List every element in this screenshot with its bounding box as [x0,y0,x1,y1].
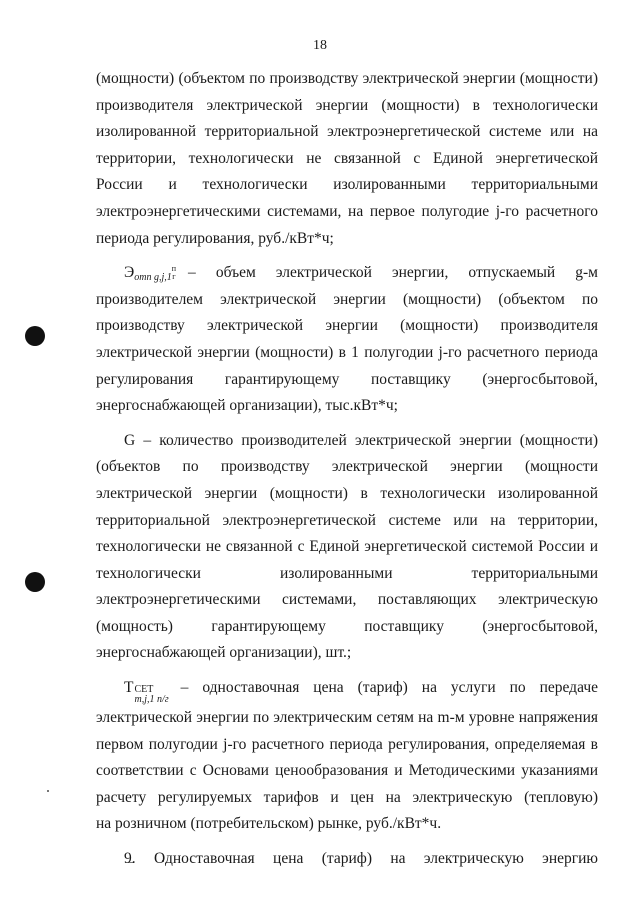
fraction: п г [171,264,177,282]
text-line: энергоснабжающей организации), шт.; [96,644,352,662]
text-line: (объектов по производству электрической энергии (мощности [96,458,598,476]
text-line: энергоснабжающей организации), тыс.кВт*ч; [96,397,398,415]
text-line: (мощности) (объектом по производству электрической энергии (мощности) [96,70,598,87]
text-line: на розничном (потребительском) рынке, руб./кВт*ч. [96,815,442,833]
text-line: G – количество производителей электрической энергии (мощности) [124,431,598,449]
text-line: первом полугодии j-го расчетного периода регулирования, определяемая в [96,735,598,753]
text-line: территориальной электроэнергетической системе или на территории, [96,511,598,529]
formula-symbol: Т СЕТ m,j,1 п/г [124,679,169,706]
page-number: 18 [313,38,327,53]
paragraph-definition-volume [96,260,598,420]
formula-line [96,260,598,287]
text-line: производителя электрической энергии (мощности) в технологически [96,96,598,114]
paragraph-definition-price [96,66,598,252]
punch-hole-bottom [25,572,45,592]
text-line: регулирования гарантирующему поставщику (энергосбытовой, [96,370,598,388]
definition-text: – одноставочная цена (тариф) на услуги по передаче [180,679,598,697]
text-line: изолированной территориальной электроэнергетической системе или на [96,123,598,141]
formula-line [96,675,598,705]
paragraph-definition-count [96,428,598,667]
text-line: электрической энергии (мощности) в 1 полугодии j-го расчетного периода [96,343,598,361]
text-line: территории, технологически не связанной с Единой энергетической [96,149,598,167]
text-line: 9. Одноставочная цена (тариф) на электрическую энергию [124,850,598,868]
document-body [96,66,598,873]
text-line: периода регулирования, руб./кВт*ч; [96,229,334,247]
text-line: электрической энергии по электрическим сетям на m-м уровне напряжения [96,709,598,727]
text-line: технологически не связанной с Единой энергетической системой России и [96,538,598,556]
text-line: (мощность) гарантирующему поставщику (энергосбытовой, [96,617,598,635]
text-line: производителем электрической энергии (мощности) (объектом по [96,290,598,308]
text-line: производству электрической энергии (мощности) производителя [96,317,598,335]
formula-symbol: $Э_{отп g,j,1}п$ г [124,264,177,284]
paragraph-definition-tariff [96,675,598,838]
text-line: электроэнергетическими системами, поставляющих электрическую [96,591,598,609]
text-line: России и технологически изолированными территориальными [96,176,598,194]
punch-hole-top [25,326,45,346]
text-line: соответствии с Основами ценообразования и Методическими указаниями [96,762,598,780]
scan-speck [47,790,49,792]
text-line: технологически изолированными территориальными [96,564,598,582]
text-line: расчету регулируемых тарифов и цен на электрическую (тепловую) [96,788,598,806]
definition-text: – объем электрической энергии, отпускаемый g-м [188,264,598,282]
text-line: электрической энергии (мощности) в технологически изолированной [96,484,598,502]
text-line: электроэнергетическими системами, на первое полугодие j-го расчетного [96,202,598,220]
paragraph-item-9 [96,846,598,873]
